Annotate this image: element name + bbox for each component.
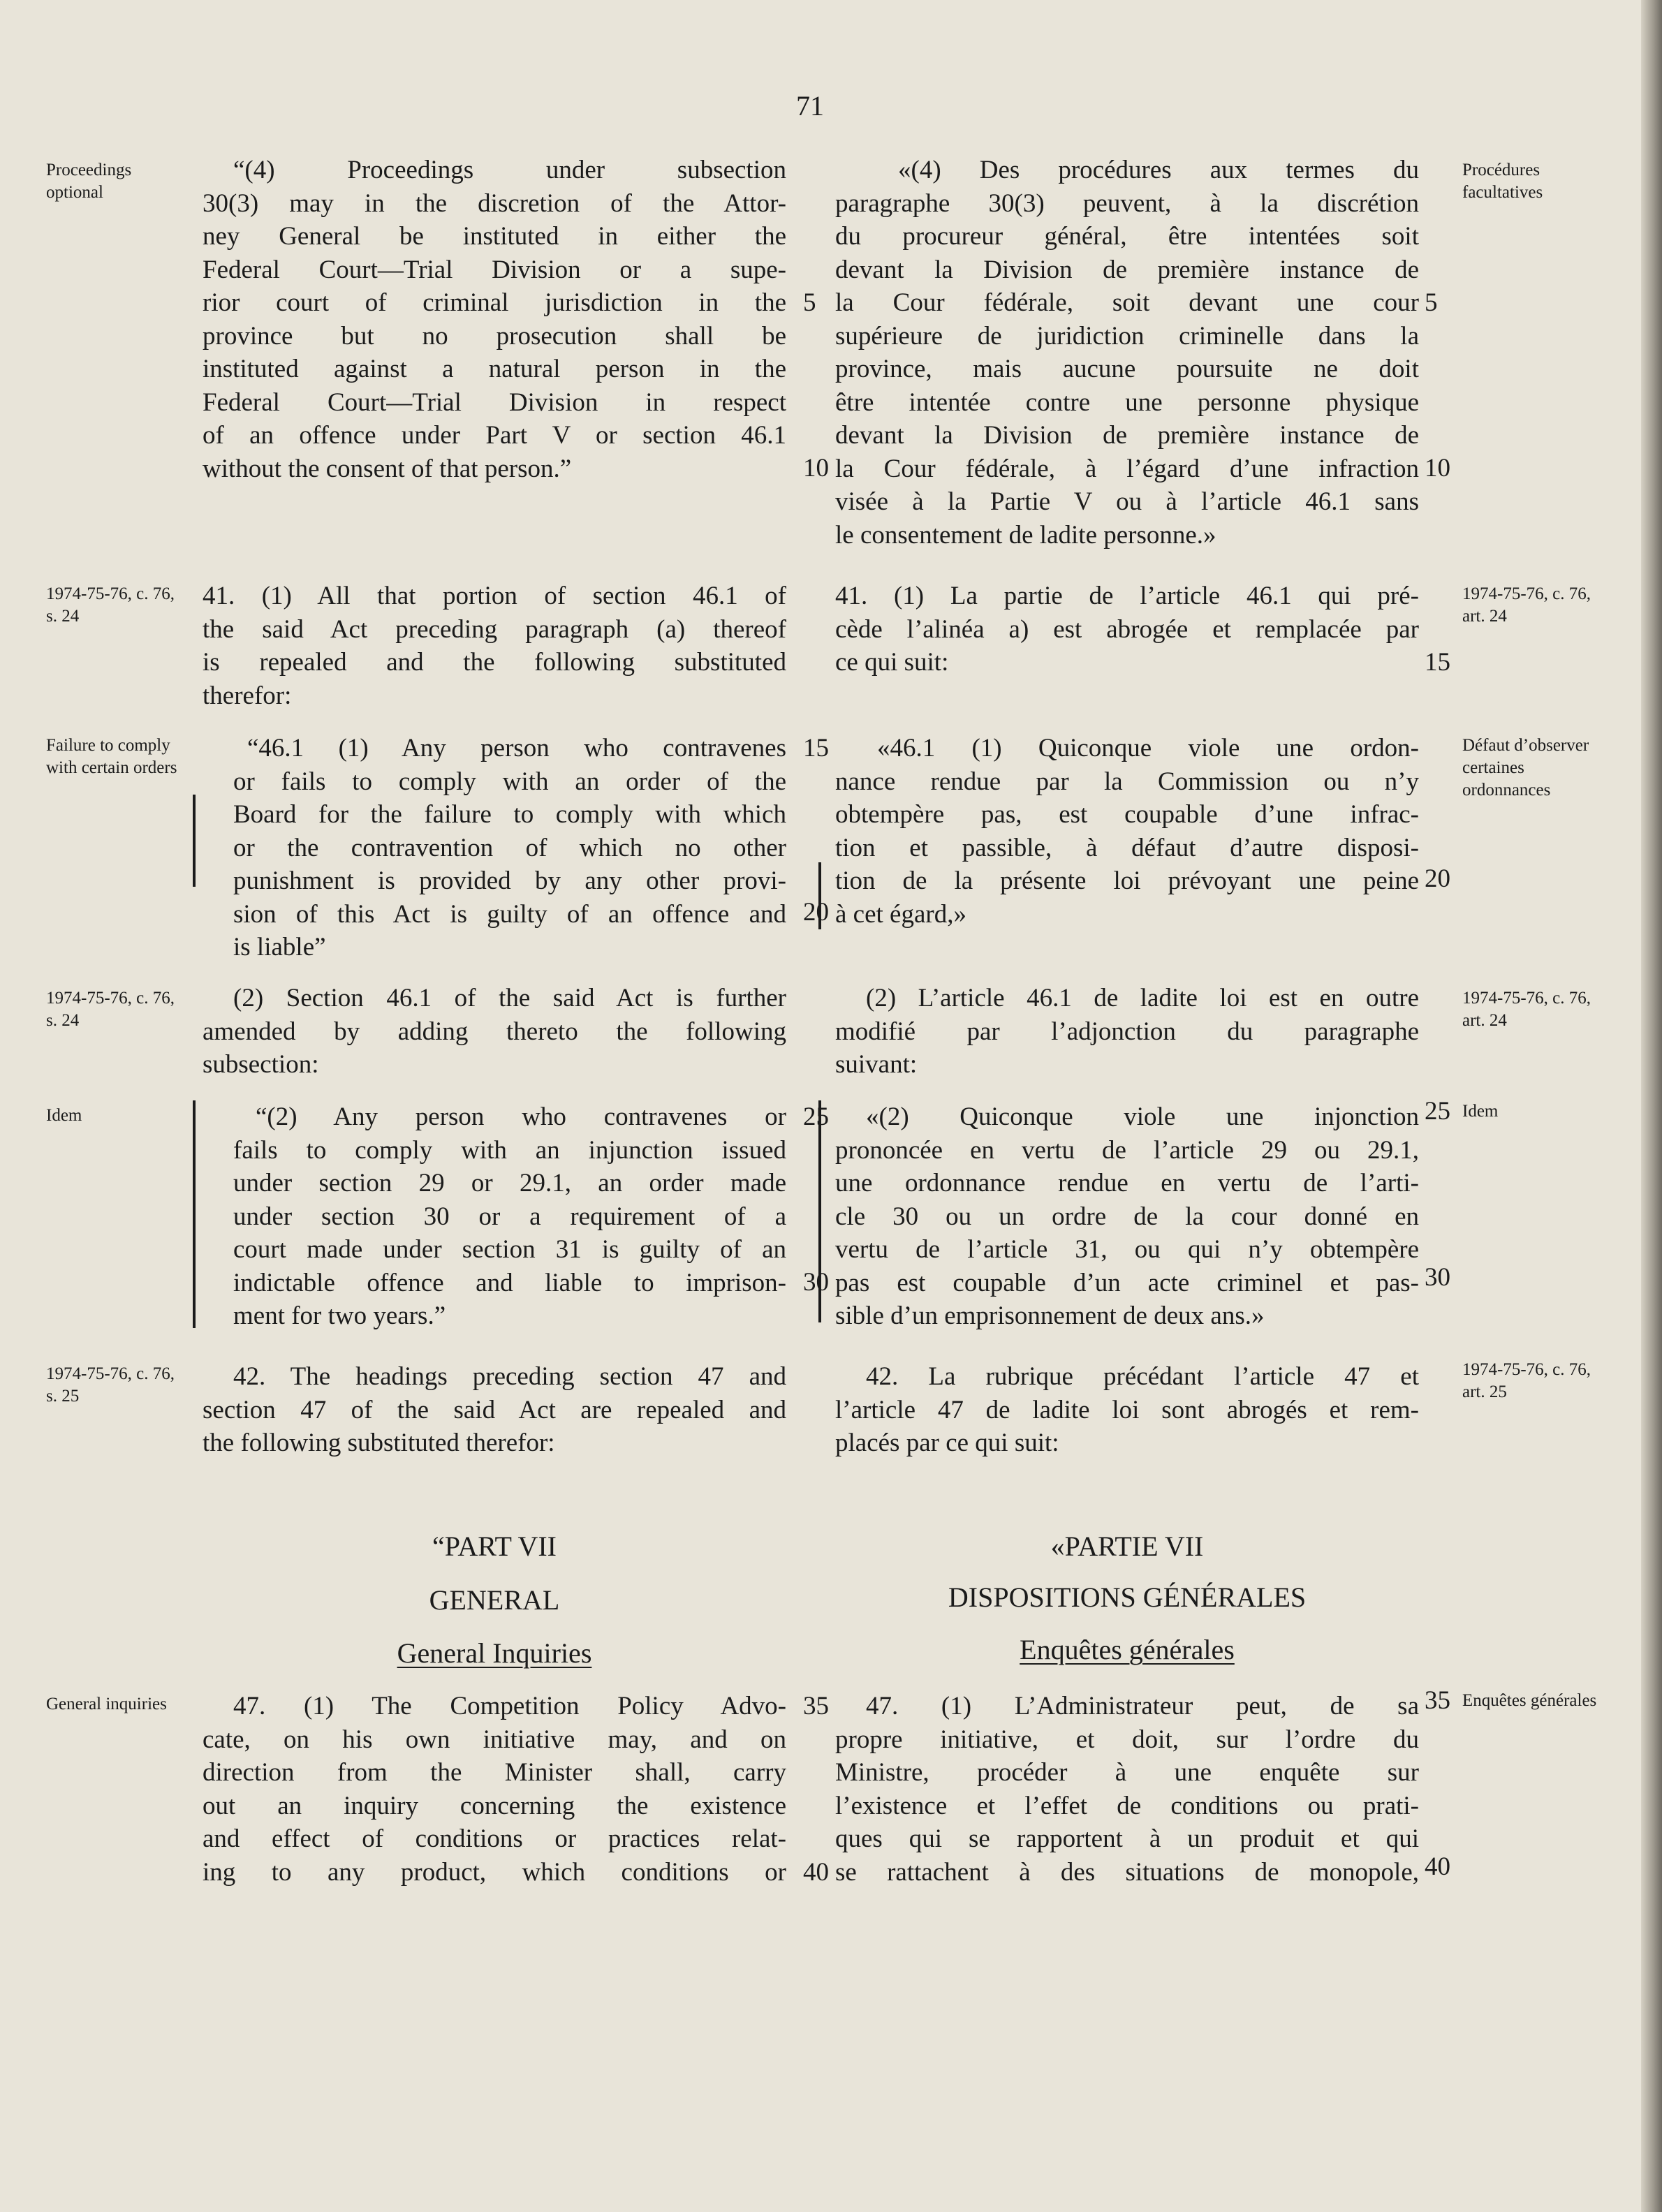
line: (2) Section 46.1 of the said Act is further xyxy=(233,984,786,1012)
margin-note-defaut-d-observer: Défaut d’observer certaines ordonnances xyxy=(1462,736,1589,799)
line: or the contravention of which no other xyxy=(233,833,786,862)
line-number: 5 xyxy=(1425,288,1438,317)
line: is liable” xyxy=(233,933,326,961)
line: vertu de l’article 31, ou qui n’y obtempère xyxy=(835,1235,1419,1264)
line: ment for two years.” xyxy=(233,1302,446,1330)
line: “46.1 (1) Any person who contravenes xyxy=(247,734,786,762)
line: out an inquiry concerning the existence xyxy=(203,1791,786,1820)
line: l’existence et l’effet de conditions ou prati- xyxy=(835,1791,1419,1820)
margin-note-idem: Idem xyxy=(1462,1102,1499,1121)
line: se rattachent à des situations de monopole, xyxy=(835,1857,1419,1887)
fr-part-title: DISPOSITIONS GÉNÉRALES xyxy=(948,1581,1307,1613)
line-number: 30 xyxy=(1425,1263,1450,1292)
line: la Cour fédérale, à l’égard d’une infraction xyxy=(835,454,1419,483)
line: province but no prosecution shall be xyxy=(203,321,786,351)
fr-section-46-1-1 xyxy=(835,732,1419,931)
fr-section-47 xyxy=(835,1690,1419,1889)
line: ques qui se rapportent à un produit et qui xyxy=(835,1824,1419,1853)
line: 30(3) may in the discretion of the Attor- xyxy=(203,189,786,218)
fr-clause-41-2 xyxy=(835,982,1419,1082)
line: la Cour fédérale, soit devant une cour xyxy=(835,288,1419,317)
line-number: 15 xyxy=(1425,648,1450,677)
line: l’article 47 de ladite loi sont abrogés et rem- xyxy=(835,1395,1419,1424)
margin-note-citation: 1974-75-76, c. 76, art. 25 xyxy=(1462,1360,1591,1401)
line: “(2) Any person who contravenes or xyxy=(256,1103,786,1131)
line-number: 10 xyxy=(803,454,829,482)
line: supérieure de juridiction criminelle dans la xyxy=(835,321,1419,351)
line: obtempère pas, est coupable d’une infrac- xyxy=(835,800,1419,829)
line: province, mais aucune poursuite ne doit xyxy=(835,355,1419,383)
line: devant la Division de première instance de xyxy=(835,255,1419,284)
margin-note-proceedings-optional: Proceedings optional xyxy=(46,161,132,202)
en-section-46-1-2 xyxy=(203,1100,786,1333)
fr-clause-41-1 xyxy=(835,580,1419,679)
line: Federal Court—Trial Division or a supe- xyxy=(203,255,786,284)
margin-note-citation: 1974-75-76, c. 76, s. 24 xyxy=(46,584,175,626)
page-edge-shadow xyxy=(1641,0,1662,2212)
fr-subheading: Enquêtes générales xyxy=(1020,1634,1235,1665)
en-clause-42 xyxy=(203,1360,786,1460)
line: cle 30 ou un ordre de la cour donné en xyxy=(835,1202,1419,1231)
line: direction from the Minister shall, carry xyxy=(203,1758,786,1787)
page-number: 71 xyxy=(796,90,824,121)
line: placés par ce qui suit: xyxy=(835,1429,1059,1457)
line: suivant: xyxy=(835,1050,918,1079)
line: être intentée contre une personne physique xyxy=(835,388,1419,417)
margin-note-citation: 1974-75-76, c. 76, s. 24 xyxy=(46,989,175,1030)
margin-note-enquetes-generales: Enquêtes générales xyxy=(1462,1691,1597,1710)
en-subheading-wrap xyxy=(203,1636,786,1671)
line: une ordonnance rendue en vertu de l’arti- xyxy=(835,1169,1419,1197)
line-number: 40 xyxy=(803,1858,829,1887)
margin-note-citation: 1974-75-76, c. 76, art. 24 xyxy=(1462,584,1591,626)
line: therefor: xyxy=(203,681,292,710)
line: paragraphe 30(3) peuvent, à la discrétion xyxy=(835,189,1419,218)
line-number: 5 xyxy=(803,288,816,317)
line: under section 30 or a requirement of a xyxy=(233,1202,786,1231)
line: nance rendue par la Commission ou n’y xyxy=(835,767,1419,796)
en-subheading: General Inquiries xyxy=(397,1637,592,1669)
margin-note-procedures-facultatives: Procédures facultatives xyxy=(1462,161,1543,202)
en-clause-41-1 xyxy=(203,580,786,712)
fr-part-heading: «PARTIE VII xyxy=(1050,1531,1204,1562)
line: and effect of conditions or practices relat- xyxy=(203,1824,786,1853)
line: prononcée en vertu de l’article 29 ou 29.1, xyxy=(835,1135,1419,1165)
line-number: 10 xyxy=(1425,454,1450,482)
line: 47. (1) L’Administrateur peut, de sa xyxy=(866,1692,1419,1720)
line-number: 20 xyxy=(1425,864,1450,893)
en-section-47 xyxy=(203,1690,786,1889)
en-part-title: GENERAL xyxy=(429,1584,560,1616)
line: Federal Court—Trial Division in respect xyxy=(203,388,786,417)
line: under section 29 or 29.1, an order made xyxy=(233,1169,786,1197)
line: 42. The headings preceding section 47 and xyxy=(233,1362,786,1391)
line: à cet égard,» xyxy=(835,899,966,929)
line: «(4) Des procédures aux termes du xyxy=(898,156,1419,184)
line: tion de la présente loi prévoyant une peine xyxy=(835,867,1419,895)
fr-subheading-wrap xyxy=(835,1632,1419,1667)
line: of an offence under Part V or section 46.1 xyxy=(203,421,786,450)
line: propre initiative, et doit, sur l’ordre du xyxy=(835,1725,1419,1754)
line-number: 35 xyxy=(803,1692,829,1720)
line-number: 40 xyxy=(1425,1852,1450,1881)
line-number: 20 xyxy=(803,898,829,927)
line: 41. (1) All that portion of section 46.1 of xyxy=(203,582,786,610)
margin-note-citation: 1974-75-76, c. 76, s. 25 xyxy=(46,1364,175,1406)
line: the following substituted therefor: xyxy=(203,1429,555,1457)
line-number: 35 xyxy=(1425,1686,1450,1715)
line: section 47 of the said Act are repealed and xyxy=(203,1395,786,1424)
line: indictable offence and liable to imprison- xyxy=(233,1268,786,1297)
line: court made under section 31 is guilty of an xyxy=(233,1235,786,1264)
line: is repealed and the following substituted xyxy=(203,648,786,677)
line: rior court of criminal jurisdiction in the xyxy=(203,288,786,317)
line-number: 25 xyxy=(803,1103,829,1131)
line: cate, on his own initiative may, and on xyxy=(203,1725,786,1754)
line: 41. (1) La partie de l’article 46.1 qui pré- xyxy=(835,582,1419,610)
line: «(2) Quiconque viole une injonction xyxy=(866,1103,1419,1131)
line: instituted against a natural person in the xyxy=(203,355,786,383)
margin-note-failure-to-comply: Failure to comply with certain orders xyxy=(46,736,177,777)
en-clause-41-2 xyxy=(203,982,786,1082)
margin-note-citation: 1974-75-76, c. 76, art. 24 xyxy=(1462,989,1591,1030)
line: Ministre, procéder à une enquête sur xyxy=(835,1758,1419,1787)
fr-clause-42 xyxy=(835,1360,1419,1460)
line: 42. La rubrique précédant l’article 47 et xyxy=(866,1362,1419,1391)
line: punishment is provided by any other provi- xyxy=(233,867,786,895)
line: tion et passible, à défaut d’autre disposi- xyxy=(835,833,1419,862)
line: amended by adding thereto the following xyxy=(203,1017,786,1046)
line: sible d’un emprisonnement de deux ans.» xyxy=(835,1302,1265,1330)
line: “(4) Proceedings under subsection xyxy=(233,156,786,184)
line: sion of this Act is guilty of an offence and xyxy=(233,899,786,929)
line-number: 30 xyxy=(803,1268,829,1297)
line: modifié par l’adjonction du paragraphe xyxy=(835,1017,1419,1046)
line: Board for the failure to comply with which xyxy=(233,800,786,829)
amendment-bar xyxy=(193,1100,196,1328)
margin-note-general-inquiries: General inquiries xyxy=(46,1695,167,1713)
line: ney General be instituted in either the xyxy=(203,222,786,251)
line: ce qui suit: xyxy=(835,648,949,677)
line: visée à la Partie V ou à l’article 46.1 sans xyxy=(835,487,1419,516)
line: 47. (1) The Competition Policy Advo- xyxy=(233,1692,786,1720)
line: subsection: xyxy=(203,1050,319,1079)
amendment-bar xyxy=(193,795,196,887)
line-number: 15 xyxy=(803,734,829,762)
line: devant la Division de première instance de xyxy=(835,421,1419,450)
line: «46.1 (1) Quiconque viole une ordon- xyxy=(877,734,1419,762)
line: or fails to comply with an order of the xyxy=(233,767,786,796)
line: cède l’alinéa a) est abrogée et remplacée par xyxy=(835,614,1419,644)
line: ing to any product, which conditions or xyxy=(203,1857,786,1887)
line: du procureur général, être intentées soit xyxy=(835,222,1419,251)
en-subsection-4 xyxy=(203,154,786,485)
line: the said Act preceding paragraph (a) thereof xyxy=(203,614,786,644)
line-number: 25 xyxy=(1425,1097,1450,1126)
line: le consentement de ladite personne.» xyxy=(835,520,1216,550)
line: pas est coupable d’un acte criminel et pas- xyxy=(835,1268,1419,1297)
line: (2) L’article 46.1 de ladite loi est en outre xyxy=(866,984,1419,1012)
line: without the consent of that person.” xyxy=(203,454,572,483)
en-part-heading: “PART VII xyxy=(432,1531,557,1562)
fr-section-46-1-2 xyxy=(835,1100,1419,1333)
fr-subsection-4 xyxy=(835,154,1419,552)
line: fails to comply with an injunction issued xyxy=(233,1135,786,1165)
margin-note-idem: Idem xyxy=(46,1106,82,1125)
en-section-46-1-1 xyxy=(203,732,786,964)
